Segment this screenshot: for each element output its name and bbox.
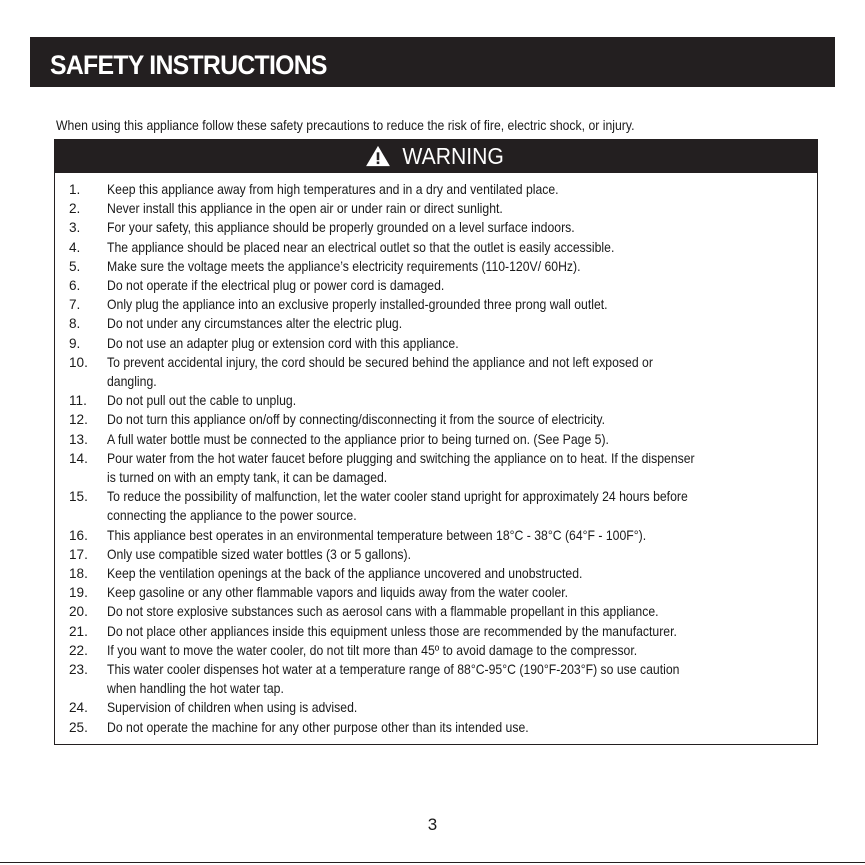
item-text	[107, 718, 791, 737]
item-text-line: Keep the ventilation openings at the back of the appliance uncovered and unobstructed.	[107, 566, 583, 582]
bottom-divider	[0, 862, 865, 863]
item-text	[107, 526, 791, 545]
item-text-line: This appliance best operates in an environmental temperature between 18°C - 38°C (64°F - 100F°).	[107, 527, 647, 543]
intro-text: When using this appliance follow these safety precautions to reduce the risk of fire, electric shock, or injury.	[56, 118, 635, 133]
item-text	[107, 391, 791, 410]
item-number: 22.	[69, 642, 88, 658]
list-item	[55, 276, 817, 295]
warning-header	[55, 140, 817, 173]
item-text-line: Pour water from the hot water faucet before plugging and switching the appliance on to heat. If the dispenser	[107, 450, 695, 466]
warning-box	[54, 139, 818, 745]
item-text	[107, 334, 791, 353]
list-item	[55, 660, 817, 698]
item-text-line: To reduce the possibility of malfunction, let the water cooler stand upright for approximately 24 hours before	[107, 489, 688, 505]
item-number: 13.	[69, 431, 88, 447]
item-text-line: when handling the hot water tap.	[107, 681, 284, 697]
item-text	[107, 218, 791, 237]
list-item	[55, 698, 817, 717]
item-number: 18.	[69, 566, 88, 582]
item-text	[107, 583, 791, 602]
item-number: 19.	[69, 585, 88, 601]
list-item	[55, 257, 817, 276]
item-text-line: This water cooler dispenses hot water at a temperature range of 88°C-95°C (190°F-203°F) so use caution	[107, 662, 680, 678]
item-text-line: The appliance should be placed near an electrical outlet so that the outlet is easily accessible.	[107, 239, 615, 255]
list-item	[55, 334, 817, 353]
list-item	[55, 526, 817, 545]
list-item	[55, 410, 817, 429]
item-text-line: Do not place other appliances inside this equipment unless those are recommended by the manufacturer.	[107, 623, 677, 639]
item-text	[107, 545, 791, 564]
item-number: 15.	[69, 489, 88, 505]
list-item	[55, 430, 817, 449]
item-text-line: A full water bottle must be connected to the appliance prior to being turned on. (See Page 5).	[107, 431, 609, 447]
list-item	[55, 314, 817, 333]
item-text-line: is turned on with an empty tank, it can be damaged.	[107, 470, 388, 486]
item-text	[107, 410, 791, 429]
list-item	[55, 487, 817, 525]
item-text	[107, 180, 791, 199]
item-text	[107, 641, 791, 660]
item-text	[107, 698, 791, 717]
item-text-line: Do not operate if the electrical plug or power cord is damaged.	[107, 278, 445, 294]
warning-label: WARNING	[402, 143, 504, 169]
item-text	[107, 487, 791, 525]
item-text	[107, 564, 791, 583]
item-text	[107, 238, 791, 257]
warning-list	[55, 180, 817, 737]
item-text-line: Do not use an adapter plug or extension cord with this appliance.	[107, 335, 459, 351]
item-text	[107, 314, 791, 333]
list-item	[55, 199, 817, 218]
item-number: 23.	[69, 662, 88, 678]
list-item	[55, 718, 817, 737]
item-text-line: Keep gasoline or any other flammable vapors and liquids away from the water cooler.	[107, 585, 569, 601]
item-text-line: If you want to move the water cooler, do not tilt more than 45º to avoid damage to the compressor.	[107, 642, 638, 658]
item-text-line: For your safety, this appliance should be properly grounded on a level surface indoors.	[107, 220, 575, 236]
list-item	[55, 545, 817, 564]
item-number: 24.	[69, 700, 88, 716]
item-number: 11.	[69, 393, 87, 409]
item-number: 14.	[69, 450, 88, 466]
item-number: 2.	[69, 201, 81, 217]
list-item	[55, 295, 817, 314]
item-text	[107, 199, 791, 218]
item-text	[107, 602, 791, 621]
item-text-line: Do not store explosive substances such as aerosol cans with a flammable propellant in this appliance.	[107, 604, 659, 620]
page-number: 3	[427, 815, 438, 834]
item-text	[107, 295, 791, 314]
item-number: 3.	[69, 220, 81, 236]
item-number: 10.	[69, 354, 88, 370]
page-title: SAFETY INSTRUCTIONS	[50, 50, 327, 80]
item-number: 4.	[69, 239, 81, 255]
item-text	[107, 353, 791, 391]
item-text-line: Only plug the appliance into an exclusive properly installed-grounded three prong wall outlet.	[107, 297, 608, 313]
item-number: 5.	[69, 258, 81, 274]
item-text-line: Do not operate the machine for any other purpose other than its intended use.	[107, 719, 529, 735]
item-number: 21.	[69, 623, 88, 639]
warning-triangle-icon	[364, 145, 392, 167]
section-title-bar	[30, 37, 835, 87]
list-item	[55, 391, 817, 410]
item-number: 8.	[69, 316, 81, 332]
item-number: 12.	[69, 412, 88, 428]
list-item	[55, 238, 817, 257]
item-number: 25.	[69, 719, 88, 735]
item-text	[107, 449, 791, 487]
item-text-line: To prevent accidental injury, the cord should be secured behind the appliance and not left exposed or	[107, 354, 653, 370]
list-item	[55, 449, 817, 487]
item-text-line: Only use compatible sized water bottles (3 or 5 gallons).	[107, 546, 411, 562]
item-text-line: Supervision of children when using is advised.	[107, 700, 358, 716]
item-text-line: dangling.	[107, 374, 157, 390]
item-text	[107, 276, 791, 295]
item-text-line: Do not under any circumstances alter the electric plug.	[107, 316, 403, 332]
item-text-line: Never install this appliance in the open air or under rain or direct sunlight.	[107, 201, 503, 217]
item-number: 7.	[69, 297, 81, 313]
list-item	[55, 641, 817, 660]
item-text-line: Make sure the voltage meets the appliance’s electricity requirements (110-120V/ 60Hz).	[107, 258, 581, 274]
list-item	[55, 602, 817, 621]
item-number: 6.	[69, 278, 81, 294]
item-text-line: Keep this appliance away from high temperatures and in a dry and ventilated place.	[107, 182, 559, 197]
item-text	[107, 430, 791, 449]
list-item	[55, 353, 817, 391]
list-item	[55, 583, 817, 602]
list-item	[55, 564, 817, 583]
item-text-line: Do not turn this appliance on/off by connecting/disconnecting it from the source of electricity.	[107, 412, 606, 428]
list-item	[55, 218, 817, 237]
item-text	[107, 660, 791, 698]
item-number: 16.	[69, 527, 88, 543]
item-number: 9.	[69, 335, 81, 351]
item-text-line: Do not pull out the cable to unplug.	[107, 393, 297, 409]
item-number: 20.	[69, 604, 88, 620]
item-number: 1.	[69, 182, 81, 197]
item-number: 17.	[69, 546, 88, 562]
item-text	[107, 622, 791, 641]
item-text	[107, 257, 791, 276]
list-item	[55, 180, 817, 199]
list-item	[55, 622, 817, 641]
item-text-line: connecting the appliance to the power source.	[107, 508, 357, 524]
